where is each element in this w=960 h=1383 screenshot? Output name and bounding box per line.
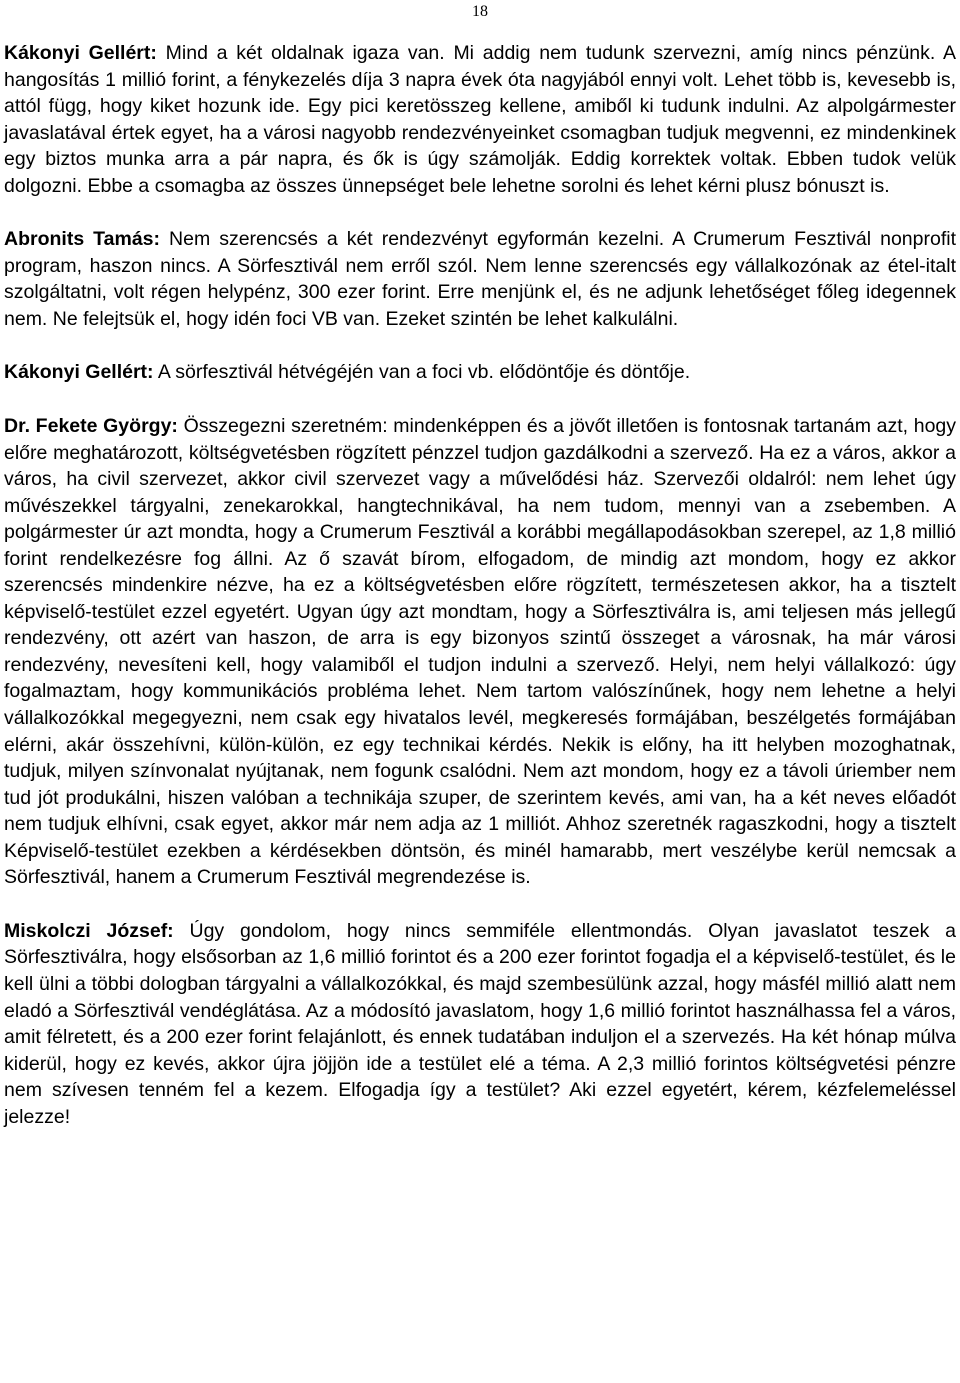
- page-number: 18: [472, 3, 488, 20]
- paragraph-miskolczi: [4, 918, 956, 1130]
- speaker-name: Kákonyi Gellért:: [4, 361, 154, 384]
- speaker-name: Abronits Tamás:: [4, 228, 161, 251]
- paragraph-kakonyi-1: [4, 40, 956, 199]
- paragraph-kakonyi-2: [4, 359, 956, 386]
- paragraph-fekete: [4, 413, 956, 891]
- paragraph-text: Mind a két oldalnak igaza van. Mi addig nem tudunk szervezni, amíg nincs pénzünk. A hangosítás 1 millió forint, a fénykezelés díja 3 napra évek óta nagyjából ennyi volt. Lehet több is, kevesebb is, attól függ, hogy kiket hozunk ide. Egy pici keretösszeg kellene, amiből ki tudunk indulni. Az alpolgármester javaslatával értek egyet, ha a városi nagyobb rendezvényeinket csomagban tudjuk megvenni, ez mindenkinek egy biztos munka arra a pár napra, és ők is úgy számolják. Eddig korrektek voltak. Ebben tudok velük dolgozni. Ebbe a csomagba az összes ünnepséget bele lehetne sorolni és lehet kérni plusz bónuszt is.: [4, 42, 956, 197]
- speaker-name: Miskolczi József:: [4, 919, 174, 942]
- paragraph-abronits: [4, 226, 956, 332]
- paragraph-text: A sörfesztivál hétvégéjén van a foci vb. elődöntője és döntője.: [157, 361, 691, 384]
- paragraph-text: Úgy gondolom, hogy nincs semmiféle ellentmondás. Olyan javaslatot teszek a Sörfesztiválra, hogy elsősorban az 1,6 millió forintot és a 200 ezer forintot fogadja el a képviselő-testület, és le kell ülni a többi dologban tárgyalni a vállalkozókkal, és majd szembesülünk azzal, hogy másfél millió alatt nem eladó a Sörfesztivál vendéglátása. Az a módosító javaslatom, hogy 1,6 millió forintot használhassa fel a város, amit félretett, és a 200 ezer forint felajánlott, és ennek tudatában induljon el a szervezés. Ha két hónap múlva kiderül, hogy ez kevés, akkor újra jöjjön ide a testület elé a téma. A 2,3 millió forintos költségvetési pénzre nem szívesen tenném fel a kezem. Elfogadja így a testület? Aki ezzel egyetért, kérem, kézfelemeléssel jelezze!: [4, 919, 957, 1128]
- speaker-name: Kákonyi Gellért:: [4, 42, 157, 64]
- document-body: [4, 40, 956, 1157]
- paragraph-text: Összegezni szeretném: mindenképpen és a jövőt illetően is fontosnak tartanám azt, hogy előre meghatározott, költségvetésben rögzített pénzzel tudjon gazdálkodni a szervező. Ha ez a város, akkor a város, ha civil szervezet, akkor civil szervezet vagy a művelődési ház. Szervezői oldalról: nem lehet úgy művészekkel tárgyalni, zenekarokkal, hangtechnikával, ha nem tudom, mennyi van a zsebemben. A polgármester úr azt mondta, hogy a Crumerum Fesztivál a korábbi megállapodásokban szerepel, az 1,8 millió forint rendelkezésre fog állni. Az ő szavát bírom, elfogadom, de mindig azt mondom, hogy ez akkor szerencsés mindenkire nézve, ha ez a költségvetésben előre rögzített, természetesen akkor, ha a tisztelt képviselő-testület ezzel egyetért. Ugyan úgy azt mondtam, hogy a Sörfesztiválra is, ami teljesen más jellegű rendezvény, ott azért van haszon, de arra is egy bizonyos szintű összeget a városnak, ha már városi rendezvény, nevesíteni kell, hogy valamiből el tudjon indulni a szervező. Helyi, nem helyi vállalkozó: úgy fogalmaztam, hogy kommunikációs probléma lehet. Nem tartom valószínűnek, hogy nem lehetne a helyi vállalkozókkal megegyezni, nem csak egy hivatalos levél, megkeresés formájában, beszélgetés formájában elérni, akár összehívni, külön-külön, ez egy technikai kérdés. Nekik is előny, ha itt helyben mozoghatnak, tudjuk, milyen színvonalat nyújtanak, nem fogunk csalódni. Nem azt mondom, hogy ez a távoli úriember nem tud jót produkálni, hiszen valóban a technikája szuper, de szerintem kevés, ami van, ha a két neves előadót nem tudjuk elhívni, csak egyet, akkor már nem adja az 1 milliót. Ahhoz szeretnék ragaszkodni, hogy a tisztelt Képviselő-testület ezekben a kérdésekben döntsön, és minél hamarabb, mert veszélybe kerül nemcsak a Sörfesztivál, hanem a Crumerum Fesztivál megrendezése is.: [4, 415, 957, 889]
- paragraph-text: Nem szerencsés a két rendezvényt egyformán kezelni. A Crumerum Fesztivál nonprofit program, haszon nincs. A Sörfesztivál nem erről szól. Nem lenne szerencsés egy vállalkozónak az étel-italt szolgáltatni, volt régen helypénz, 300 ezer forint. Erre menjünk el, és ne adjunk lehetőséget főleg idegennek nem. Ne felejtsük el, hogy idén foci VB van. Ezeket szintén be lehet kalkulálni.: [4, 228, 957, 330]
- speaker-name: Dr. Fekete György:: [4, 415, 178, 438]
